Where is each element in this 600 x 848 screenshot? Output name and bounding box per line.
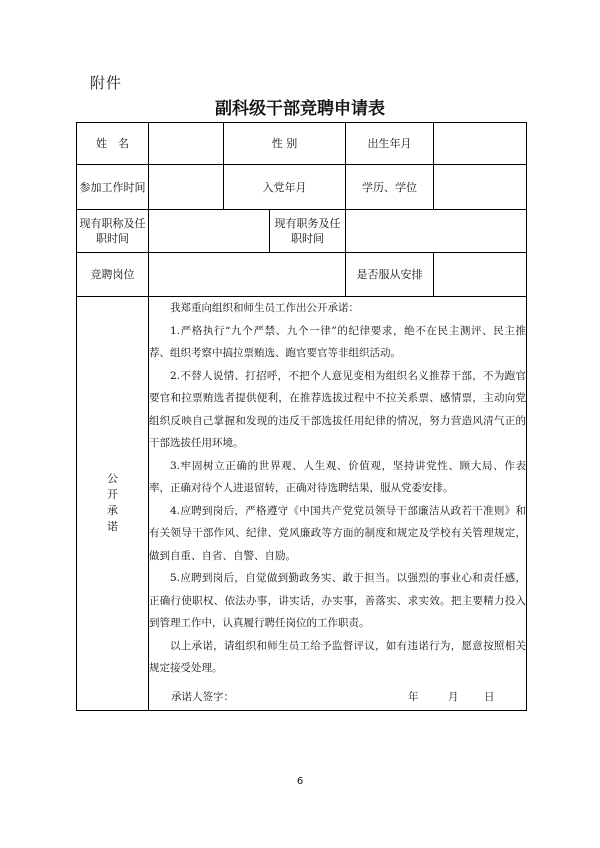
promise-item: 1.严格执行“九个严禁、九个一律”的纪律要求，绝不在民主测评、民主推荐、组织考察中搞拉票贿选、跑官要官等非组织活动。 [149,324,526,359]
education-label: 学历、学位 [346,165,434,210]
name-field[interactable] [149,123,224,165]
signature-label: 承诺人签字： [171,690,234,703]
promise-item: 2.不替人说情、打招呼，不把个人意见变相为组织名义推荐干部，不为跑官要官和拉票贿选者提供便利，在推荐选拔过程中不拉关系票、感情票，主动向党组织反映自己掌握和发现的违反干部选拔任用纪律的情况，努力营造风清气正的干部选拔任用环境。 [149,369,526,449]
work-start-label: 参加工作时间 [77,165,149,210]
promise-item: 5.应聘到岗后，自觉做到勤政务实、敢于担当。以强烈的事业心和责任感，正确行使职权、依法办事，讲实话，办实事，善落实、求实效。把主要精力投入到管理工作中，认真履行聘任岗位的工作职责。 [149,572,526,629]
page-number: 6 [296,776,304,787]
position-time-label: 现有职务及任职时间 [270,210,346,253]
obey-label: 是否服从安排 [346,253,434,297]
obey-field[interactable] [434,253,527,297]
education-field[interactable] [434,165,527,210]
promise-label-char: 承 [107,504,118,518]
apply-post-label: 竞聘岗位 [77,253,149,297]
promise-content [149,297,527,711]
position-time-field[interactable] [346,210,527,253]
form-row-title [77,210,527,253]
attachment-label: 附件 [90,74,123,92]
signature-row [149,686,526,710]
promise-label-char: 诺 [107,520,118,534]
birth-field[interactable] [434,123,527,165]
work-start-field[interactable] [149,165,224,210]
gender-label: 性 别 [224,123,346,165]
title-time-field[interactable] [149,210,270,253]
form-row-apply [77,253,527,297]
promise-intro: 我郑重向组织和师生员工作出公开承诺： [170,302,359,314]
promise-label-char: 开 [107,488,118,502]
application-form-table [76,122,527,711]
month-label: 月 [448,690,459,703]
form-row-work [77,165,527,210]
year-label: 年 [408,690,419,703]
form-title: 副科级干部竞聘申请表 [215,99,385,119]
party-label: 入党年月 [224,165,346,210]
apply-post-field[interactable] [149,253,346,297]
form-row-promise [77,297,527,711]
birth-label: 出生年月 [346,123,434,165]
day-label: 日 [484,690,495,703]
promise-item: 4.应聘到岗后，严格遵守《中国共产党党员领导干部廉洁从政若干准则》和有关领导干部作风、纪律、党风廉政等方面的制度和规定及学校有关管理规定，做到自重、自省、自警、自励。 [149,504,526,562]
form-row-basic [77,123,527,165]
promise-label-char: 公 [107,472,118,486]
promise-closing: 以上承诺，请组织和师生员工给予监督评议，如有违诺行为，愿意按照相关规定接受处理。 [149,639,526,674]
name-label: 姓 名 [77,123,149,165]
promise-item: 3.牢固树立正确的世界观、人生观、价值观，坚持讲党性、顾大局、作表率，正确对待个人进退留转，正确对待选聘结果，服从党委安排。 [149,459,526,494]
title-time-label: 现有职称及任职时间 [77,210,149,253]
promise-label [77,297,149,711]
